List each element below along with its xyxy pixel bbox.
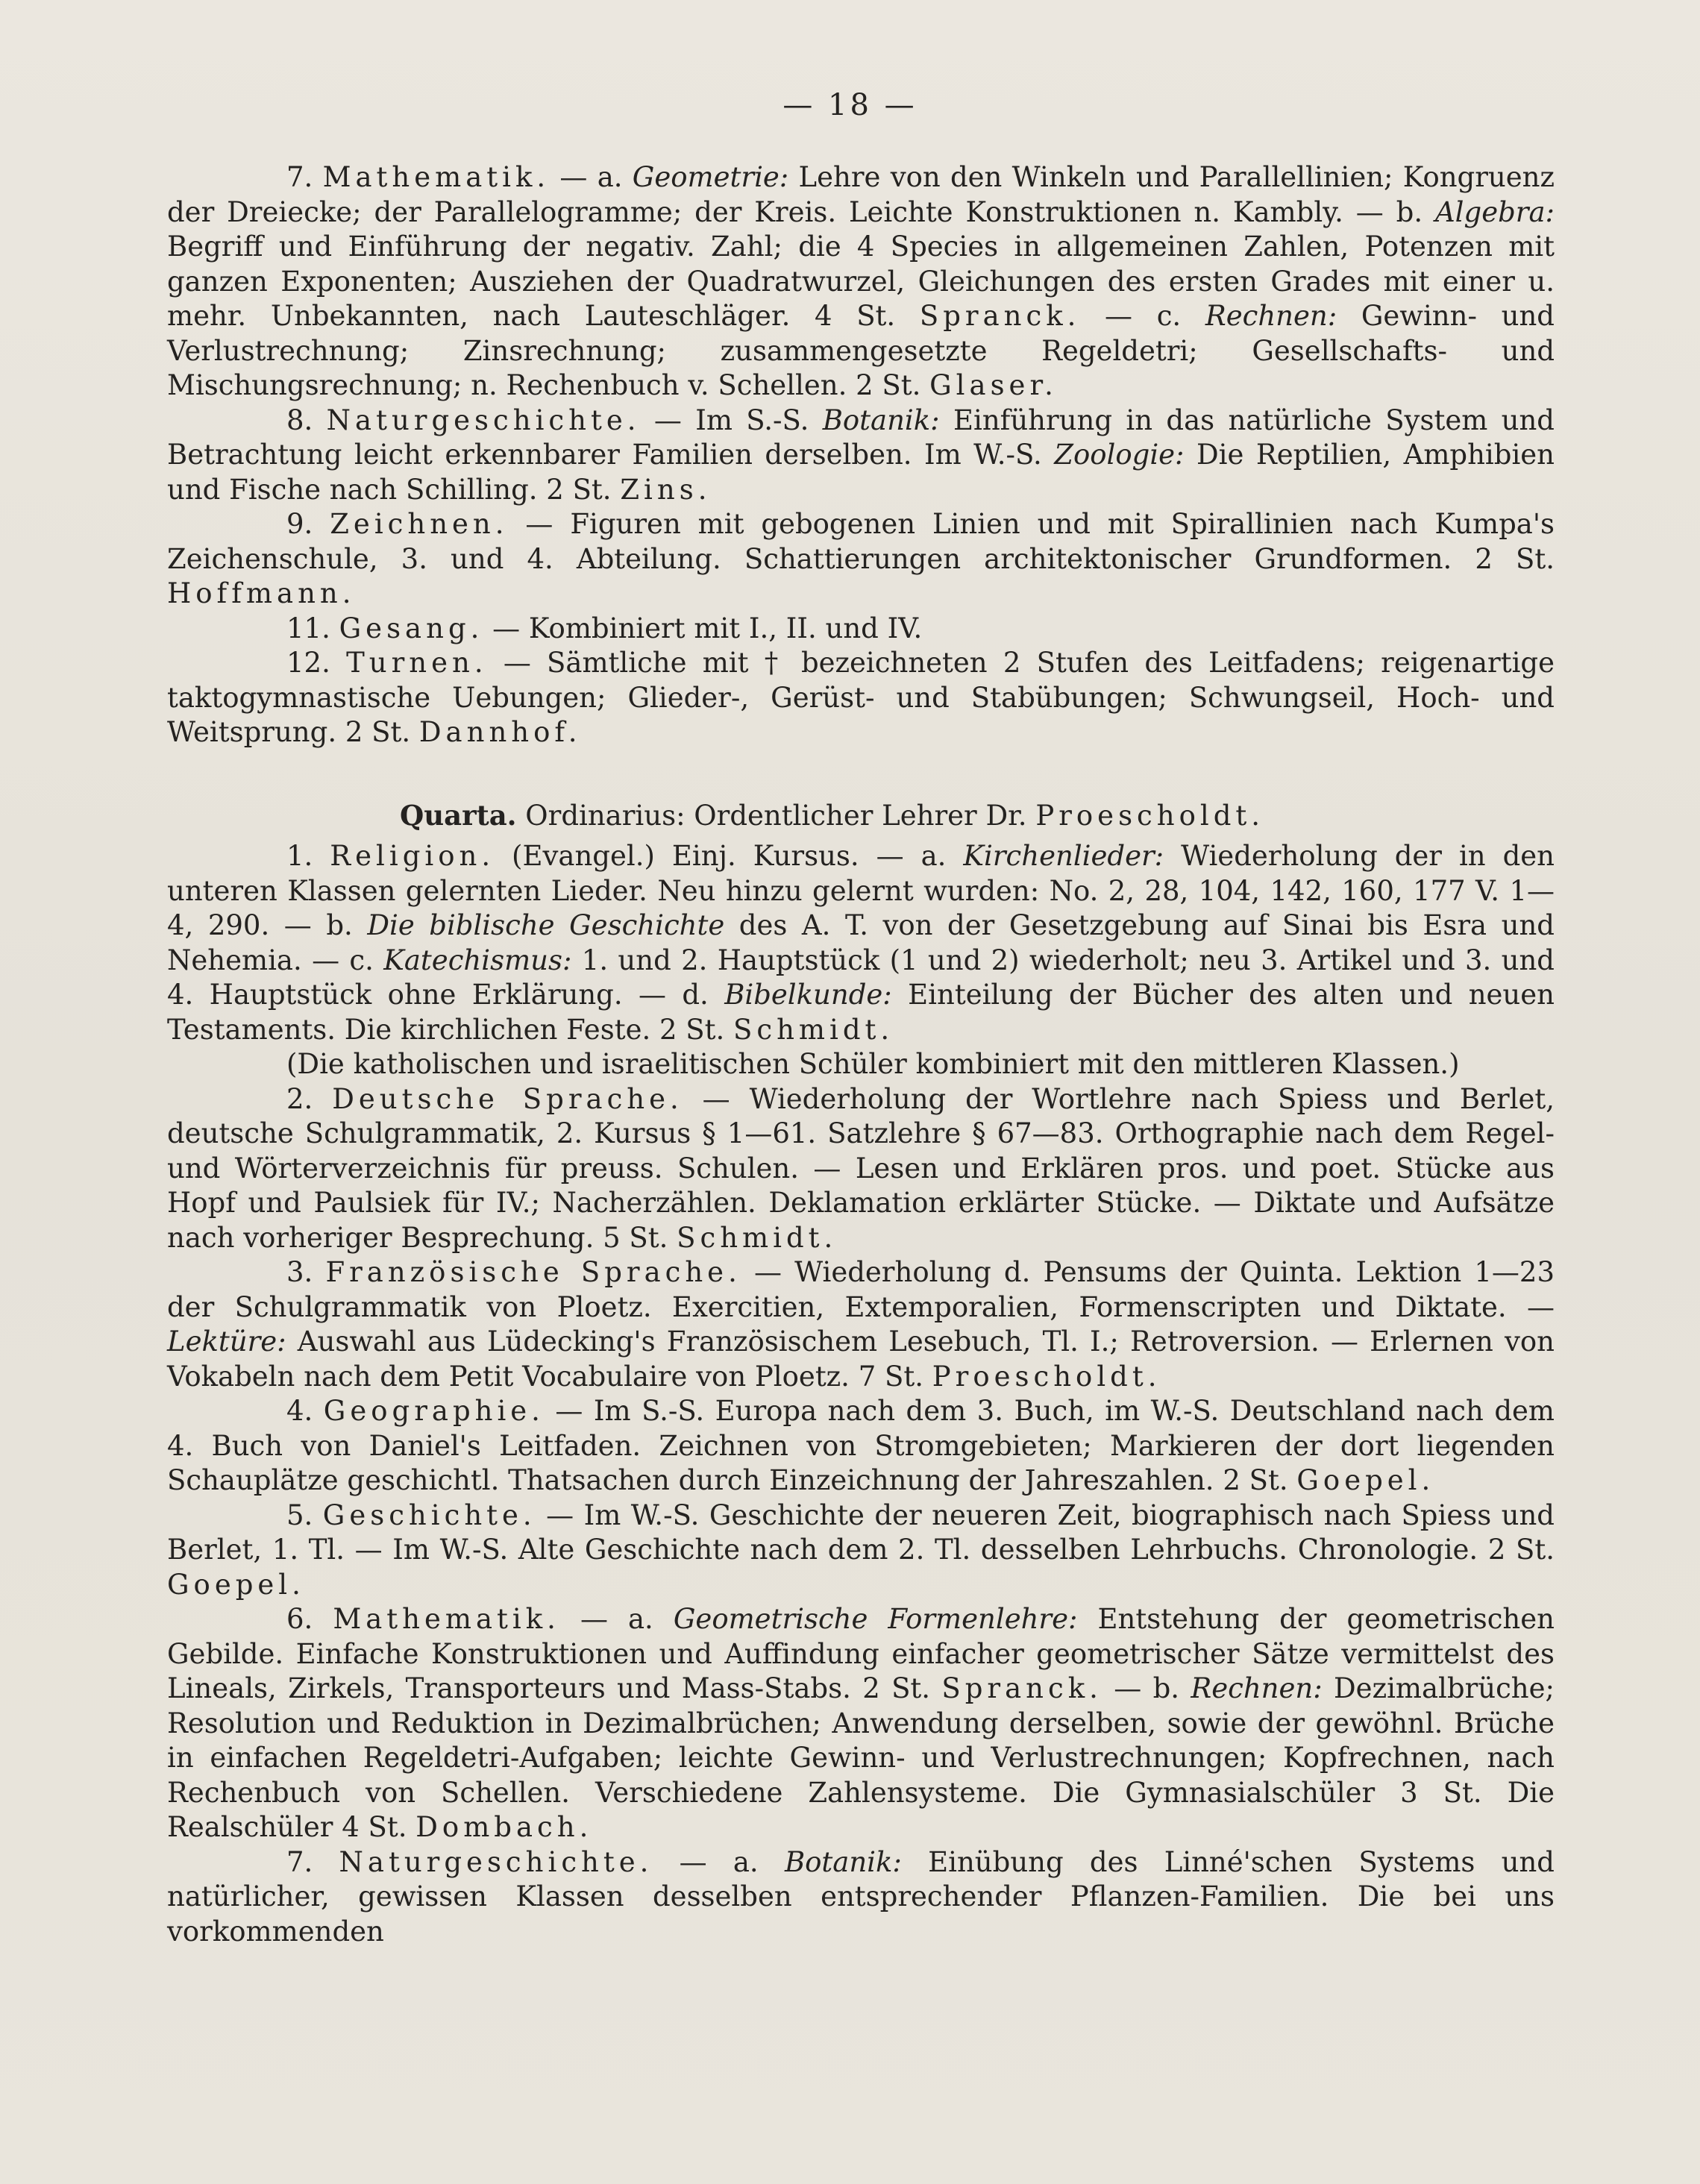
text-run: — Wiederholung d. Pensums der Quinta. Lektion 1—23 der Schulgrammatik von Ploetz. Exercitien, Extemporalien, Formenscripten und Diktate. — [167, 1256, 1555, 1323]
text-run: — a. [559, 1603, 674, 1635]
spaced-name: Deutsche Sprache. [332, 1082, 683, 1115]
para-franzoesisch-quarta [167, 1255, 1555, 1394]
spaced-name: Naturgeschichte. [326, 404, 641, 436]
text-run: Begriff und Einführung der negativ. Zahl; die 4 Species in allgemeinen Zahlen, Potenzen mit ganzen Exponenten; Ausziehen der Quadratwurzel, Gleichungen des ersten Grades mit einer u. mehr. Unbekannten, nach Lauteschläger. 4 St. [167, 230, 1555, 332]
text-run: Einübung des Linné'schen Systems und natürlicher, gewissen Klassen desselben entsprechender Pflanzen-Familien. Die bei uns vorkommenden [167, 1845, 1555, 1948]
spaced-name: Proescholdt. [932, 1360, 1161, 1393]
para-gesang-quinta [167, 612, 1555, 647]
text-run: Lehre von den Winkeln und Parallellinien; Kongruenz der Dreiecke; der Parallelogramme; der Kreis. Leichte Konstruktionen n. Kambly. — b. [167, 161, 1555, 228]
spaced-name: Goepel. [167, 1568, 305, 1601]
quarta-section [167, 839, 1555, 1949]
text-run: — c. [1080, 300, 1205, 332]
text-run: — Wiederholung der Wortlehre nach Spiess und Berlet, deutsche Schulgrammatik, 2. Kursus § 1—61. Satzlehre § 67—83. Orthographie nach dem Regel- und Wörterverzeichnis für preuss. Schulen. — Lesen und Erklären pros. und poet. Stücke aus Hopf und Paulsiek für IV.; Nacherzählen. Deklamation erklärter Stücke. — Diktate und Aufsätze nach vorheriger Besprechung. 5 St. [167, 1082, 1555, 1254]
text-run: 8. [286, 404, 327, 436]
italic-term: Kirchenlieder: [963, 840, 1164, 872]
spaced-name: Schmidt. [677, 1221, 838, 1254]
text-run: — Im S.-S. [640, 404, 823, 436]
para-mathematik-quinta [167, 160, 1555, 404]
text-run: — Im W.-S. Geschichte der neueren Zeit, biographisch nach Spiess und Berlet, 1. Tl. — Im W.-S. Alte Geschichte nach dem 2. Tl. desselben Lehrbuchs. Chronologie. 2 St. [167, 1499, 1555, 1566]
spaced-name: Geographie. [323, 1395, 545, 1427]
para-mathematik-quarta [167, 1602, 1555, 1845]
text-run: 1. und 2. Hauptstück (1 und 2) wiederholt; neu 3. Artikel und 3. und 4. Hauptstück ohne Erklärung. — d. [167, 944, 1555, 1011]
text-run: des A. T. von der Gesetzgebung auf Sinai bis Esra und Nehemia. — c. [167, 909, 1555, 976]
text-run: 6. [286, 1603, 333, 1635]
para-naturgeschichte-quinta [167, 404, 1555, 508]
text-run: Auswahl aus Lüdecking's Französischem Lesebuch, Tl. I.; Retroversion. — Erlernen von Vokabeln nach dem Petit Vocabulaire von Ploetz. 7 St. [167, 1325, 1555, 1393]
spaced-name: Naturgeschichte. [339, 1845, 653, 1878]
text-run: 7. [286, 161, 323, 193]
spaced-name: Geschichte. [322, 1499, 536, 1531]
text-run: — b. [1102, 1672, 1191, 1704]
italic-term: Die biblische Geschichte [367, 909, 725, 941]
spaced-name: Spranck. [919, 300, 1081, 332]
text-run: Wiederholung der in den unteren Klassen gelernten Lieder. Neu hinzu gelernt wurden: No. 2, 28, 104, 142, 160, 177 V. 1—4, 290. — b. [167, 840, 1555, 941]
italic-term: Bibelkunde: [724, 979, 892, 1011]
spaced-name: Französische Sprache. [325, 1256, 741, 1288]
text-run: Einführung in das natürliche System und Betrachtung leicht erkennbarer Familien derselben. Im W.-S. [167, 404, 1555, 471]
para-geschichte-quarta [167, 1499, 1555, 1603]
para-deutsch-quarta [167, 1082, 1555, 1256]
quarta-ordinarius-name: Proescholdt. [1035, 799, 1265, 832]
text-run: 9. [286, 508, 330, 540]
spaced-name: Zins. [620, 473, 712, 506]
italic-term: Geometrie: [632, 161, 789, 193]
spaced-name: Goepel. [1296, 1464, 1435, 1496]
text-run: — Sämtliche mit † bezeichneten 2 Stufen des Leitfadens; reigenartige taktogymnastische Uebungen; Glieder-, Gerüst- und Stabübungen; Schwungseil, Hoch- und Weitsprung. 2 St. [167, 647, 1555, 748]
italic-term: Lektüre: [167, 1325, 286, 1358]
para-geographie-quarta [167, 1394, 1555, 1499]
para-religion-note [167, 1047, 1555, 1082]
text-run: Einteilung der Bücher des alten und neuen Testaments. Die kirchlichen Feste. 2 St. [167, 979, 1555, 1046]
text-run: — a. [550, 161, 633, 193]
text-run: 4. [286, 1395, 324, 1427]
spaced-name: Mathematik. [333, 1603, 560, 1635]
text-run: — a. [653, 1845, 785, 1878]
text-run: 5. [286, 1499, 323, 1531]
text-run: (Die katholischen und israelitischen Schüler kombiniert mit den mittleren Klassen.) [286, 1048, 1460, 1080]
spaced-name: Glaser. [929, 369, 1058, 401]
spaced-name: Turnen. [346, 647, 488, 679]
text-run: Dezimalbrüche; Resolution und Reduktion in Dezimalbrüchen; Anwendung derselben, sowie der gewöhnl. Brüche in einfachen Regeldetri-Aufgaben; leichte Gewinn- und Verlustrechnungen; Kopfrechnen, nach Rechenbuch von Schellen. Verschiedene Zahlensysteme. Die Gymnasialschüler 3 St. Die Realschüler 4 St. [167, 1672, 1555, 1843]
text-run: Gewinn- und Verlustrechnung; Zinsrechnung; zusammengesetzte Regeldetri; Gesellschafts- und Mischungsrechnung; n. Rechenbuch v. Schellen. 2 St. [167, 300, 1555, 401]
quarta-heading [167, 798, 1555, 834]
text-run: — Figuren mit gebogenen Linien und mit Spirallinien nach Kumpa's Zeichenschule, 3. und 4. Abteilung. Schattierungen architektonischer Grundformen. 2 St. [167, 508, 1555, 575]
text-run: 3. [286, 1256, 326, 1288]
quarta-title: Quarta. [400, 798, 517, 832]
text-run: 11. [286, 612, 339, 644]
spaced-name: Zeichnen. [330, 508, 509, 540]
italic-term: Katechismus: [383, 944, 572, 976]
text-run: Entstehung der geometrischen Gebilde. Einfache Konstruktionen und Auffindung einfacher geometrischer Sätze vermittelst des Lineals, Zirkels, Transporteurs und Mass-Stabs. 2 St. [167, 1603, 1555, 1704]
italic-term: Algebra: [1434, 195, 1555, 228]
italic-term: Rechnen: [1205, 300, 1337, 332]
spaced-name: Hoffmann. [167, 577, 356, 609]
text-run: 2. [286, 1082, 333, 1115]
quarta-ordinarius-label: Ordinarius: Ordentlicher Lehrer Dr. [516, 799, 1036, 832]
text-run: 12. [286, 647, 347, 679]
page-number: — 18 — [782, 88, 918, 122]
spaced-name: Schmidt. [733, 1013, 894, 1046]
spaced-name: Religion. [330, 840, 495, 872]
para-naturgeschichte-quarta [167, 1845, 1555, 1950]
italic-term: Zoologie: [1054, 439, 1185, 471]
text-run: (Evangel.) Einj. Kursus. — a. [495, 840, 964, 872]
para-turnen-quinta [167, 646, 1555, 750]
spaced-name: Mathematik. [322, 161, 551, 193]
text-run: 1. [286, 840, 330, 872]
spaced-name: Dombach. [415, 1811, 593, 1843]
spaced-name: Spranck. [941, 1672, 1103, 1704]
italic-term: Rechnen: [1191, 1672, 1323, 1704]
text-run: — Kombiniert mit I., II. und IV. [483, 612, 923, 644]
para-zeichnen-quinta [167, 507, 1555, 612]
quinta-continued-section [167, 160, 1555, 750]
text-run: Die Reptilien, Amphibien und Fische nach Schilling. 2 St. [167, 439, 1555, 506]
para-religion-quarta [167, 839, 1555, 1047]
page-body [167, 160, 1555, 1949]
text-run: — Im S.-S. Europa nach dem 3. Buch, im W.-S. Deutschland nach dem 4. Buch von Daniel's Leitfaden. Zeichnen von Stromgebieten; Markieren der dort liegenden Schauplätze geschichtl. Thatsachen durch Einzeichnung der Jahreszahlen. 2 St. [167, 1395, 1555, 1496]
italic-term: Geometrische Formenlehre: [673, 1603, 1078, 1635]
spaced-name: Dannhof. [418, 716, 582, 748]
text-run: 7. [286, 1845, 339, 1878]
italic-term: Botanik: [822, 404, 940, 436]
italic-term: Botanik: [784, 1845, 902, 1878]
spaced-name: Gesang. [339, 612, 484, 644]
